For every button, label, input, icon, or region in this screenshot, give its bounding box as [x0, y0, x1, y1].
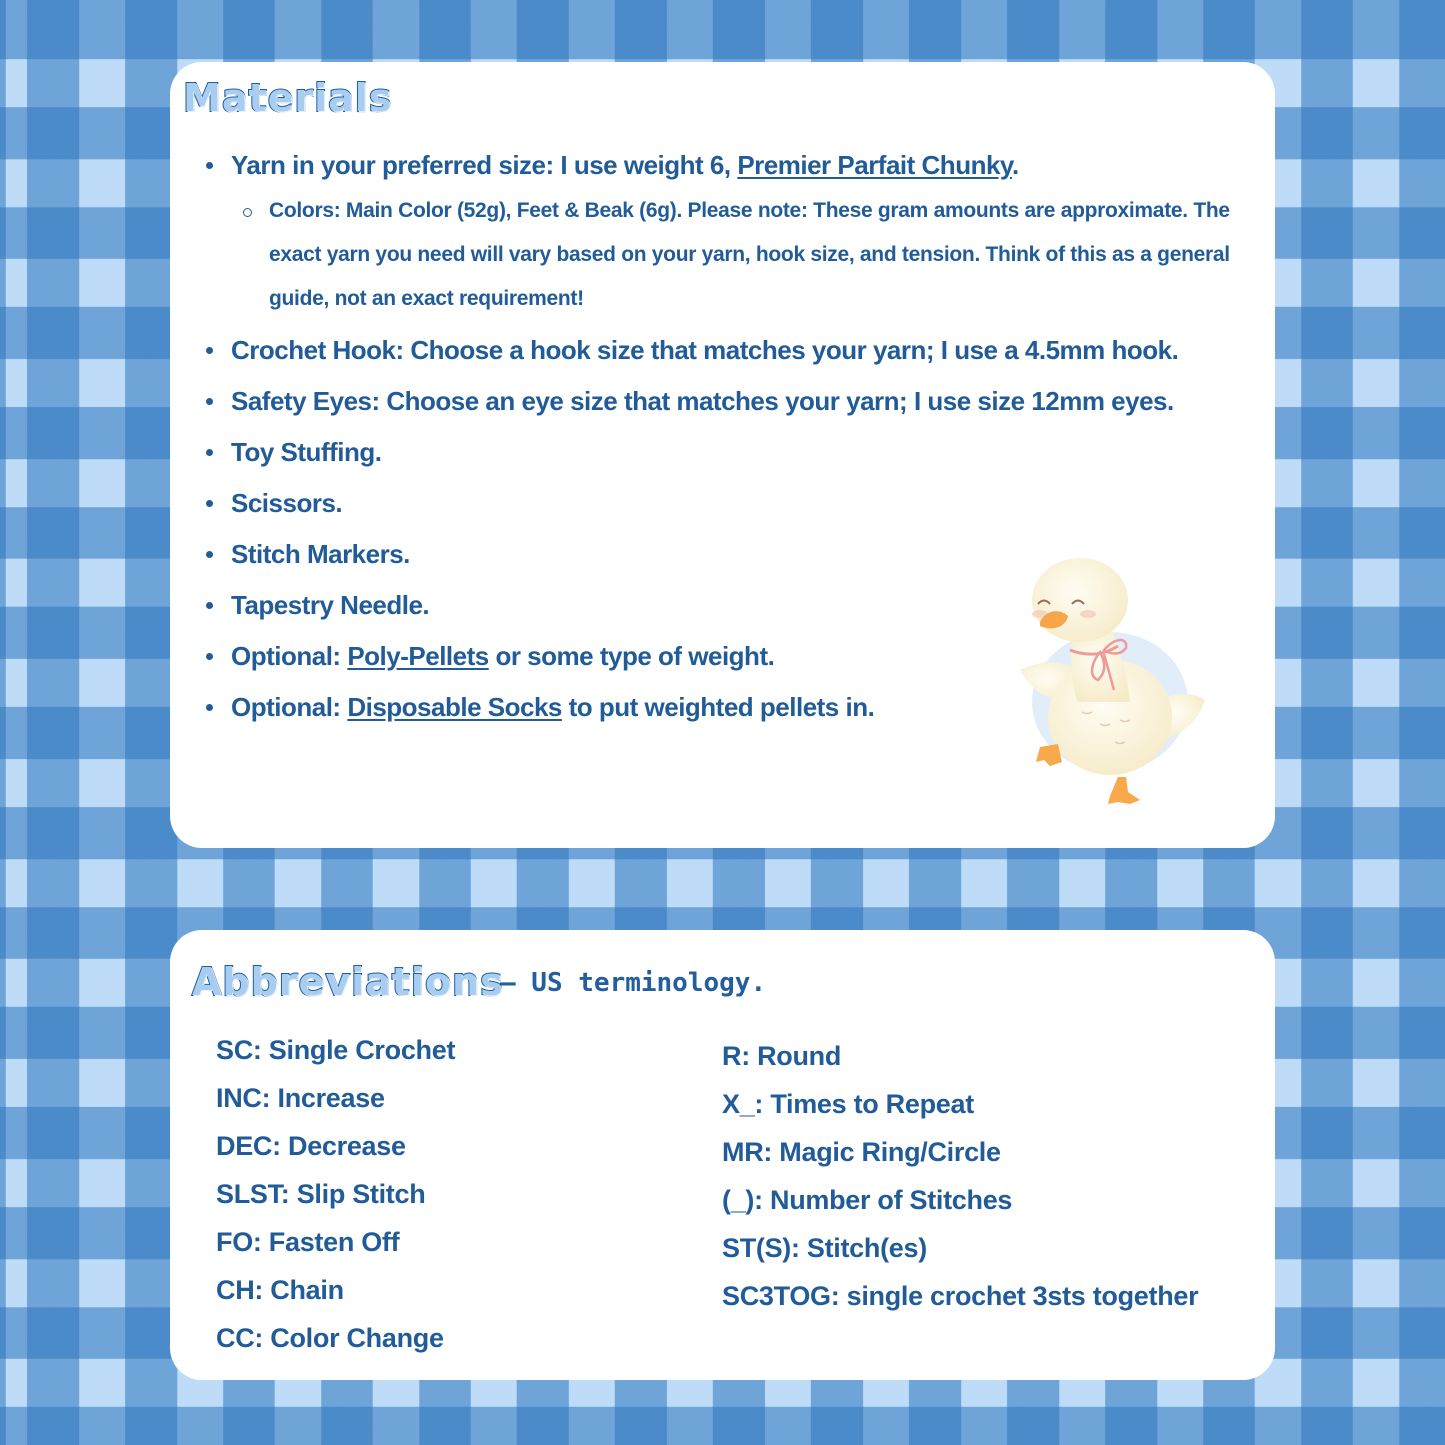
disposable-socks-link[interactable]: Disposable Socks — [347, 692, 562, 722]
abbr-sc3tog: SC3TOG: single crochet 3sts together — [722, 1281, 1199, 1311]
yarn-sub-list — [231, 189, 1246, 321]
abbr-mr: MR: Magic Ring/Circle — [722, 1137, 1001, 1167]
abbr-r: R: Round — [722, 1041, 842, 1071]
abbreviations-card — [170, 930, 1275, 1380]
poly-pellets-suffix: or some type of weight. — [488, 641, 775, 671]
list-item-stitch-markers: Stitch Markers. — [206, 529, 1246, 580]
abbreviations-title: Abbreviations — [192, 960, 504, 1004]
optional-label: Optional: — [231, 641, 348, 671]
disposable-socks-suffix: to put weighted pellets in. — [561, 692, 875, 722]
abbreviations-right-column — [722, 1032, 1198, 1320]
abbr-inc: INC: Increase — [216, 1083, 385, 1113]
abbr-ch: CH: Chain — [216, 1275, 344, 1305]
materials-card — [170, 62, 1275, 848]
abbr-fo: FO: Fasten Off — [216, 1227, 400, 1257]
list-item-scissors: Scissors. — [206, 478, 1246, 529]
list-item-crochet-hook: Crochet Hook: Choose a hook size that matches your yarn; I use a 4.5mm hook. — [206, 325, 1246, 376]
abbreviations-left-column — [216, 1026, 455, 1362]
duck-illustration — [1000, 552, 1210, 812]
premier-parfait-chunky-link[interactable]: Premier Parfait Chunky — [737, 150, 1012, 180]
abbr-dec: DEC: Decrease — [216, 1131, 406, 1161]
list-item-safety-eyes: Safety Eyes: Choose an eye size that matches your yarn; I use size 12mm eyes. — [206, 376, 1246, 427]
poly-pellets-link[interactable]: Poly-Pellets — [347, 641, 489, 671]
abbr-cc: CC: Color Change — [216, 1323, 444, 1353]
abbreviations-subtitle: — US terminology. — [500, 968, 767, 998]
abbr-sts: ST(S): Stitch(es) — [722, 1233, 927, 1263]
abbr-slst: SLST: Slip Stitch — [216, 1179, 426, 1209]
materials-title: Materials — [183, 76, 393, 120]
list-item-colors-note: Colors: Main Color (52g), Feet & Beak (6g). Please note: These gram amounts are approximate. The exact yarn you need will vary based on your yarn, hook size, and tension. Think of this as a general guide, not an exact requirement! — [231, 189, 1246, 321]
optional-label: Optional: — [231, 692, 348, 722]
list-item-toy-stuffing: Toy Stuffing. — [206, 427, 1246, 478]
yarn-suffix: . — [1011, 150, 1019, 180]
abbr-sc: SC: Single Crochet — [216, 1035, 456, 1065]
list-item-yarn — [206, 140, 1246, 321]
abbr-x: X_: Times to Repeat — [722, 1089, 974, 1119]
yarn-text: Yarn in your preferred size: I use weight 6, — [231, 150, 738, 180]
list-item-tapestry-needle: Tapestry Needle. — [206, 580, 1246, 631]
abbr-number-of-stitches: (_): Number of Stitches — [722, 1185, 1013, 1215]
